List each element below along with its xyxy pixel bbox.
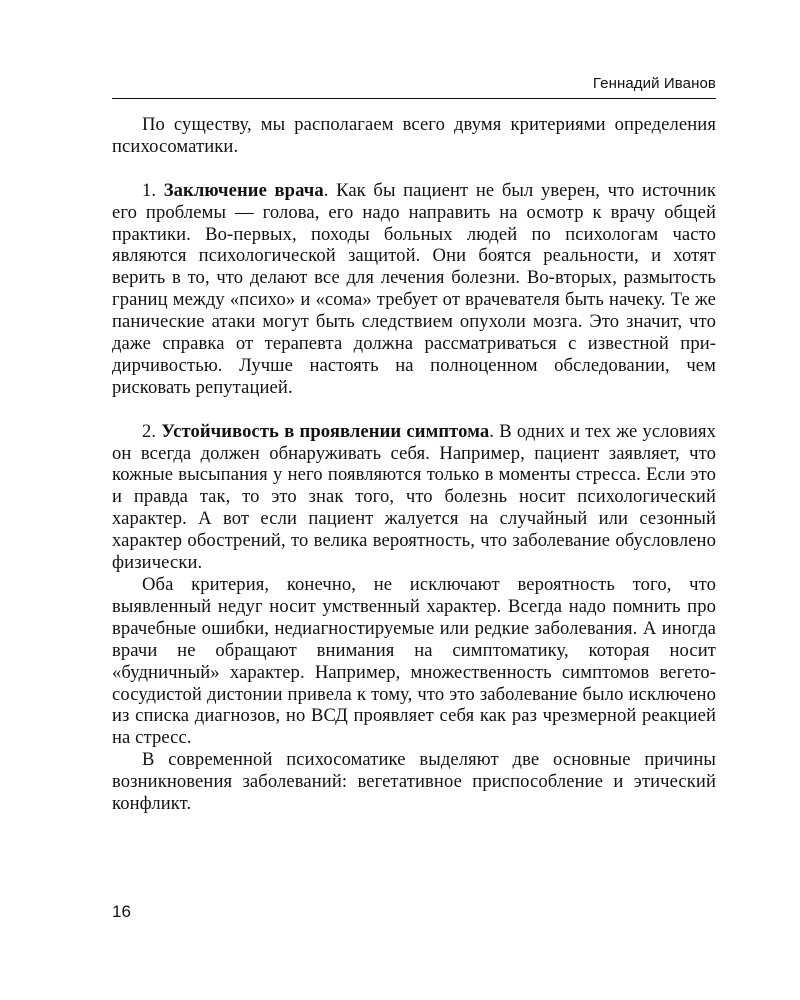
page-number: 16 [112, 902, 131, 921]
paragraph-both-criteria: Оба критерия, конечно, не исключают вероятность того, что выявленный недуг носит умственный характер. Всегда надо помнить про врачебные ошибки, недиагностируемые или редкие заболевания. А иногда врачи не обращают внимания на симптоматику, которая носит «будничный» характер. Например, множественность симптомов вегетососудистой дистонии привела к тому, что это заболевание было исключено из списка диагнозов, но ВСД проявляет себя как раз чрезмерной реакцией на стресс. [112, 574, 716, 749]
body-text [112, 114, 716, 815]
paragraph-criterion-1 [112, 180, 716, 399]
criterion-1-number: 1. [142, 179, 157, 201]
criterion-1-text: . Как бы пациент не был уверен, что источник его проблемы — голова, его надо направить на осмотр к врачу общей практики. Во-первых, походы больных людей по психологам часто являются психологической защитой. Они боятся реальности, и хотят верить в то, что делают все для лечения болезни. Во-вторых, размытость границ между «психо» и «сома» требует от врачевателя быть начеку. Те же панические атаки могут быть следствием опухоли мозга. Это значит, что даже справка от терапевта должна рассматриваться с известной придирчивостью. Лучше настоять на полноценном обследовании, чем рисковать репутацией. [112, 179, 717, 398]
paragraph-closing: В современной психосоматике выделяют две основные причины возникновения заболеваний: вегетативное приспособление и этический конфликт. [112, 749, 716, 815]
paragraph-criterion-2 [112, 421, 716, 574]
criterion-2-text: . В одних и тех же условиях он всегда должен обнаруживать себя. Например, пациент заявляет, что кожные высыпания у него появляются только в моменты стресса. Если это и правда так, то это знак того, что болезнь носит психологический характер. А вот если пациент жалуется на случайный или сезонный характер обострений, то велика вероятность, что заболевание обусловлено физически. [112, 420, 717, 574]
header-rule [112, 98, 716, 99]
paragraph-intro: По существу, мы располагаем всего двумя критериями определения психосоматики. [112, 114, 716, 157]
criterion-1-heading: Заключение врача [163, 179, 324, 201]
criterion-2-number: 2. [142, 420, 157, 442]
criterion-2-heading: Устойчивость в проявлении симптома [161, 420, 490, 442]
running-header-author: Геннадий Иванов [592, 75, 716, 92]
